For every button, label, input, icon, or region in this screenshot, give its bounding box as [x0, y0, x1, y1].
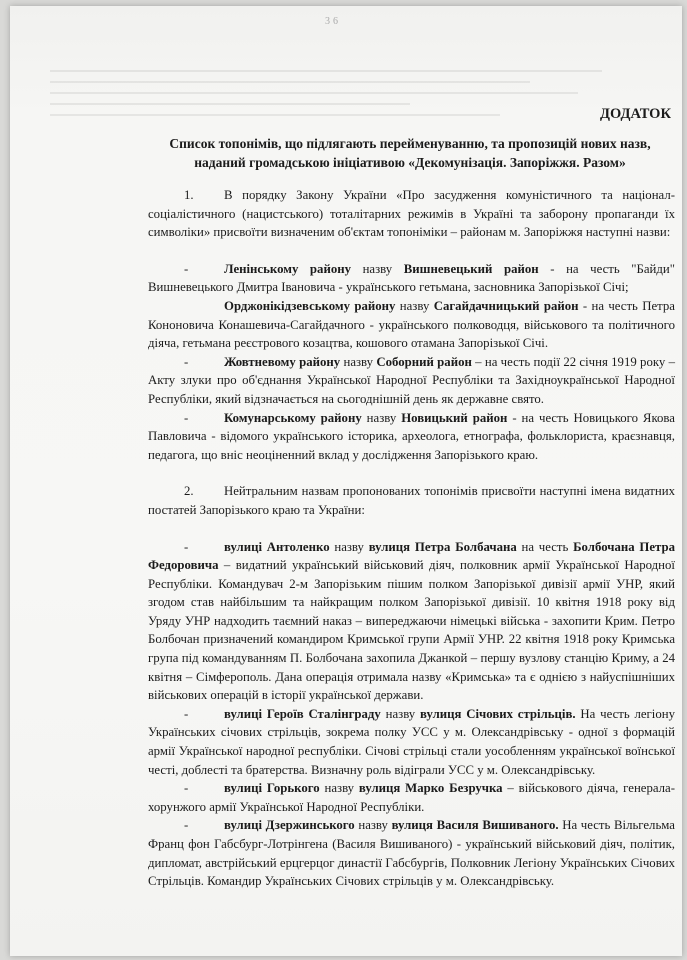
- document-body: [148, 186, 675, 891]
- list-item: - вулиці Горького назву вулиця Марко Безручка – військового діяча, генерала-хорунжого армії Української Народної Республіки.: [148, 781, 675, 814]
- list-item: - Ленінському району назву Вишневецький район - на честь "Байди" Вишневецького Дмитра Івановича - українського гетьмана, засновника Запорізької Січі;: [148, 261, 675, 295]
- section-1-intro: 1. В порядку Закону України «Про засудження комуністичного та націонал-соціалістичного (нацистського) тоталітарних режимів в Україні та заборону пропаганди їх символіки» присвоїти визначеним об'єктам топоніміки – районам м. Запоріжжя наступні назви:: [148, 188, 675, 240]
- section-number: 1.: [184, 188, 194, 202]
- bleed-through-text: [50, 61, 650, 131]
- list-item: Орджонікідзевському району назву Сагайдачницький район - на честь Петра Кононовича Конашевича-Сагайдачного - українського полководця, військового та політичного діяча, гетьмана реєстрового козацтва, кошового отамана Запорізької Січі.: [148, 298, 675, 351]
- list-item: - вулиці Дзержинського назву вулиця Василя Вишиваного. На честь Вільгельма Франц фон Габсбург-Лотрінгена (Василя Вишиваного) - український військовий діяч, політик, дипломат, австрійський ерцгерцог династії Габсбургів, Полковник Легіону Українських Січових Стрільців. Командир Українських Січових стрільців у м. Олександрівську.: [148, 818, 675, 889]
- document-title: [140, 134, 680, 172]
- list-item: - Жовтневому району назву Соборний район – на честь події 22 січня 1919 року – Акту злуки про об'єднання Української Народної Республіки та Західноукраїнської Народної Республіки, який відзначається на сьогоднішній день як державне свято.: [148, 354, 675, 406]
- title-line-2: наданий громадською ініціативою «Декомунізація. Запоріжжя. Разом»: [194, 155, 626, 170]
- list-item: - вулиці Героїв Сталінграду назву вулиця Січових стрільців. На честь легіону Українських січових стрільців, зокрема полку УСС у м. Олександрівську - одної з формацій армії Української народної республіки. Січові стрільці стали уособленням української воїнської честі, доблесті та братерства. Визначну роль відіграли УСС у м. Олександрівську.: [148, 706, 675, 777]
- title-line-1: Список топонімів, що підлягають перейменуванню, та пропозицій нових назв,: [169, 136, 651, 151]
- list-item: - вулиці Антоленко назву вулиця Петра Болбачана на честь Болбочана Петра Федоровича – видатний український військовий діяч, полковник армії Української Народної Республіки. Командувач 2-м Запорізьким пішим полком Запорізької дивізії армії УНР, який згодом став найбільшим та найкращим полком Запорізької дивізії. 10 квітня 1918 року від Уряду УНР надходить таємний наказ – випереджаючи німецькі війська - захопити Крим. Петро Болбочан призначений командиром Кримської групи Армії УНР. 22 квітня 1918 року Кримська група під командуванням П. Болбочана захопила Джанкой – першу вузлову станцію Криму, а 24 квітня – Сімферополь. Дана операція отримала назву «Кримська» та є однією з найуспішніших військових операцій в історії української держави.: [148, 539, 675, 703]
- page-number: 36: [325, 16, 341, 27]
- list-item: - Комунарському району назву Новицький район - на честь Новицького Якова Павловича - відомого українського історика, археолога, етнографа, фольклориста, краєзнавця, педагога, що вніс неоціненний вклад у дослідження Запорізького краю.: [148, 410, 675, 462]
- section-number: 2.: [184, 484, 194, 499]
- document-page: [10, 6, 682, 956]
- section-2-intro: 2. Нейтральним назвам пропонованих топонімів присвоїти наступні імена видатних постатей Запорізького краю та України:: [148, 484, 675, 517]
- appendix-heading: ДОДАТОК: [600, 106, 671, 122]
